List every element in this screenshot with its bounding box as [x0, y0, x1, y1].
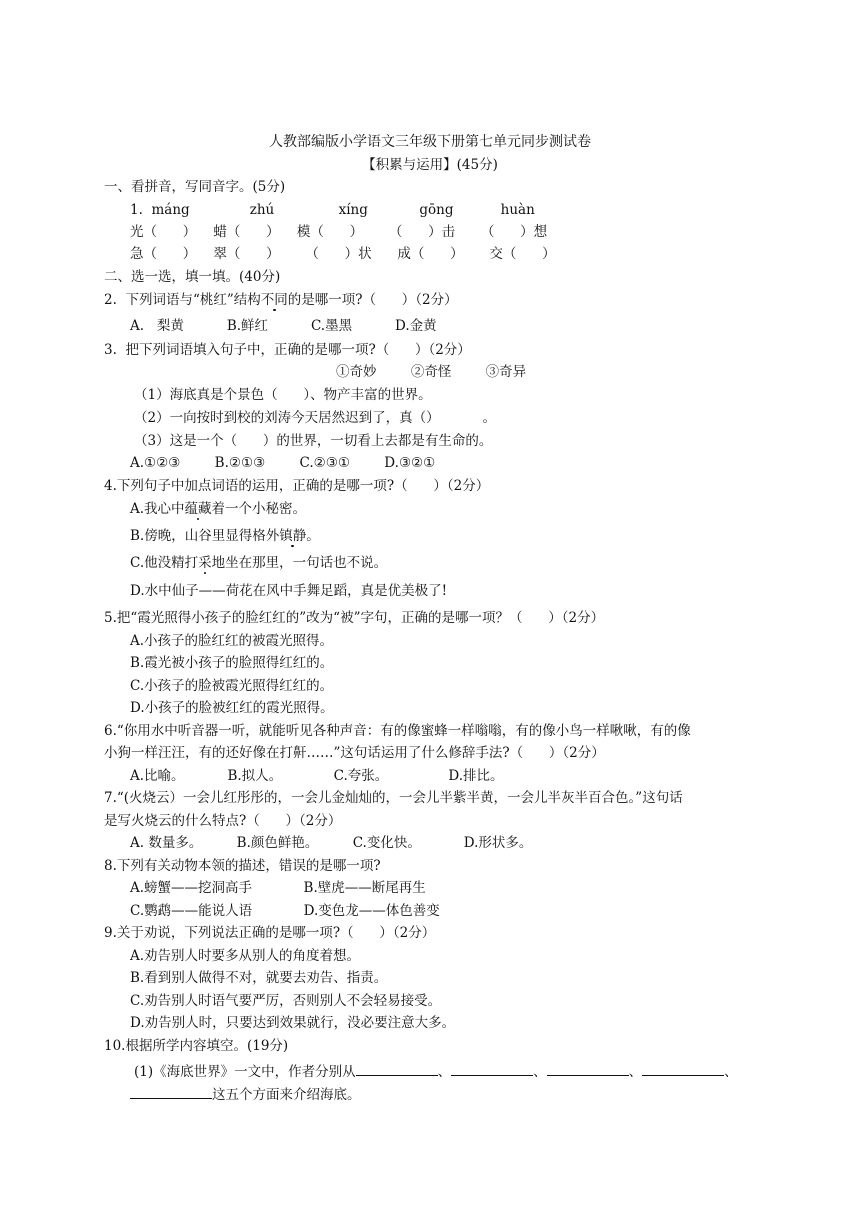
q4-b-emphasis: 镇静 — [279, 528, 307, 544]
q3-choices: ①奇妙 ②奇怪 ③奇异 — [336, 364, 527, 380]
q4-c-text: C.他没精打 — [130, 555, 199, 571]
pinyin-row: 1. máng zhú xíng gōng huàn — [130, 202, 535, 218]
q3-sentence-1: （1）海底真是个景色（ ）、物产丰富的世界。 — [134, 387, 432, 403]
q2-options: A. 梨黄 B.鲜红 C.墨黑 D.金黄 — [130, 318, 437, 334]
q4-option-b — [130, 526, 320, 546]
q5-option-d: D.小孩子的脸被红红的霞光照得。 — [130, 700, 334, 716]
fill-row-1: 光（ ） 蜡（ ） 模（ ） （ ）击 （ ）想 — [130, 224, 548, 240]
q7-stem-line-1: 7.“(火烧云）一会儿红彤彤的，一会儿金灿灿的，一会儿半紫半黄，一会儿半灰半百合色。”这句话 — [104, 790, 683, 806]
q4-option-a — [130, 499, 306, 519]
q5-option-b: B.霞光被小孩子的脸照得红红的。 — [130, 655, 334, 671]
q3-sentence-3: （3）这是一个（ ）的世界，一切看上去都是有生命的。 — [134, 433, 493, 449]
q10-line-1 — [134, 1060, 738, 1082]
q7-stem-line-2: 是写火烧云的什么特点?（ ）（2分） — [104, 813, 342, 829]
separator: 、 — [628, 1064, 643, 1080]
q5-option-c: C.小孩子的脸被霞光照得红红的。 — [130, 678, 334, 694]
q6-options: A.比喻。 B.拟人。 C.夸张。 D.排比。 — [130, 768, 504, 784]
fill-blank-5[interactable] — [130, 1083, 212, 1099]
q4-d-text: D.水中仙子——荷花在风中 — [130, 583, 294, 599]
q8-options-ab: A.螃蟹——挖洞高手 B.壁虎——断尾再生 — [130, 880, 426, 896]
separator: 、 — [533, 1064, 547, 1080]
q8-stem: 8.下列有关动物本领的描述，错误的是哪一项? — [104, 858, 381, 874]
fill-blank-3[interactable] — [547, 1060, 629, 1076]
q4-c-emphasis: 采 — [198, 555, 212, 571]
q9-option-d: D.劝告别人时，只要达到效果就行，没必要注意大多。 — [130, 1015, 456, 1031]
q5-option-a: A.小孩子的脸红红的被霞光照得。 — [130, 633, 334, 649]
q9-option-b: B.看到别人做得不对，就要去劝告、指责。 — [130, 970, 388, 986]
q4-d-emphasis: 手舞足蹈 — [293, 583, 348, 599]
q4-c-tail: 地坐在那里，一句话也不说。 — [211, 555, 388, 571]
q4-stem: 4.下列句子中加点词语的运用，正确的是哪一项?（ ）（2分） — [104, 478, 490, 494]
q10-stem: 10.根据所学内容填空。(19分) — [104, 1038, 289, 1054]
q4-option-d — [130, 581, 447, 601]
fill-blank-4[interactable] — [642, 1060, 724, 1076]
q4-b-tail: 。 — [306, 528, 320, 544]
q3-sentence-2: （2）一向按时到校的刘涛今天居然迟到了，真（） 。 — [134, 410, 497, 426]
q10-line-2-text: 这五个方面来介绍海底。 — [212, 1087, 361, 1103]
part1-heading: 一、看拼音，写同音字。(5分) — [104, 179, 286, 195]
q9-stem: 9.关于劝说，下列说法正确的是哪一项?（ ）（2分） — [104, 925, 436, 941]
q2-stem-tail: 的是哪一项?（ ）（2分） — [287, 292, 458, 308]
fill-blank-2[interactable] — [451, 1060, 533, 1076]
separator: 、 — [724, 1064, 738, 1080]
q9-option-c: C.劝告别人时语气要严厉，否则别人不会轻易接受。 — [130, 993, 442, 1009]
q3-options: A.①②③ B.②①③ C.②③① D.③②① — [130, 455, 436, 471]
section-heading: 【积累与运用】(45分) — [362, 157, 498, 173]
q4-a-text: A.我心中 — [130, 501, 185, 517]
q2-stem — [104, 290, 458, 310]
q6-stem-line-1: 6.“你用水中听音器一听，就能听见各种声音：有的像蜜蜂一样嗡嗡，有的像小鸟一样啾啾，有的像 — [104, 723, 691, 739]
fill-row-2: 急（ ） 翠（ ） （ ）状 成（ ） 交（ ） — [130, 246, 556, 262]
part2-heading: 二、选一选，填一填。(40分) — [104, 269, 281, 285]
q10-line-1-text: (1)《海底世界》一文中，作者分别从 — [134, 1064, 356, 1080]
q4-d-tail: ，真是优美极了! — [347, 583, 448, 599]
q7-options: A. 数量多。 B.颜色鲜艳。 C.变化快。 D.形状多。 — [130, 835, 533, 851]
separator: 、 — [437, 1064, 452, 1080]
q4-b-text: B.傍晚，山谷里显得格外 — [130, 528, 280, 544]
q3-stem: 3. 把下列词语填入句子中，正确的是哪一项?（ ）（2分） — [104, 342, 471, 358]
q6-stem-line-2: 小狗一样汪汪，有的还好像在打鼾……”这句话运用了什么修辞手法?（ ）（2分） — [104, 745, 605, 761]
fill-blank-1[interactable] — [356, 1060, 438, 1076]
q5-stem: 5.把“霞光照得小孩子的脸红红的”改为“被”字句，正确的是哪一项？（ ）（2分） — [104, 610, 605, 626]
q2-stem-text: 2. 下列词语与“桃红”结构 — [104, 292, 261, 308]
q4-option-c — [130, 553, 387, 573]
q4-a-emphasis: 蕴藏 — [184, 501, 212, 517]
q10-line-2 — [130, 1083, 361, 1105]
document-title: 人教部编版小学语文三年级下册第七单元同步测试卷 — [269, 134, 591, 150]
q8-options-cd: C.鹦鹉——能说人语 D.变色龙——体色善变 — [130, 903, 440, 919]
q9-option-a: A.劝告别人时要多从别人的角度着想。 — [130, 948, 361, 964]
q4-a-tail: 着一个小秘密。 — [211, 501, 307, 517]
q2-emphasis: 不同 — [260, 292, 288, 308]
